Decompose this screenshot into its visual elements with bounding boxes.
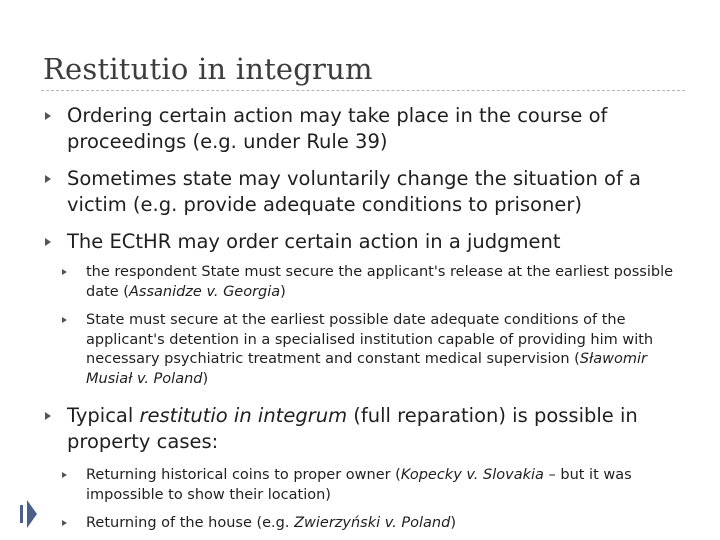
slide-nav-bar[interactable]	[20, 505, 23, 523]
sub-bullet-item	[62, 466, 682, 505]
sub-bullet-arrow-icon	[62, 472, 67, 478]
bullet-item	[45, 166, 655, 218]
bullet-arrow-icon	[45, 112, 51, 120]
bullet-item	[45, 229, 655, 255]
sub-bullet-arrow-icon	[62, 317, 67, 323]
bullet-text: Sometimes state may voluntarily change the situation of a victim (e.g. provide adequate conditions to prisoner)	[67, 167, 641, 216]
title-divider	[41, 90, 685, 91]
case-name: Sławomir Musiał v. Poland	[86, 351, 647, 387]
case-name: Assanidze v. Georgia	[128, 283, 281, 300]
bullet-text: The ECtHR may order certain action in a judgment	[67, 230, 561, 253]
bullet-arrow-icon	[45, 238, 51, 246]
bullet-item	[45, 103, 655, 155]
slide-title: Restitutio in integrum	[43, 52, 373, 86]
next-slide-arrow-icon[interactable]	[27, 500, 37, 528]
case-name: Zwierzyński v. Poland	[294, 515, 451, 531]
sub-bullet-arrow-icon	[62, 269, 67, 275]
sub-bullet-item	[62, 263, 682, 302]
emphasis-term: restitutio in integrum	[139, 404, 348, 427]
bullet-text: Typical restitutio in integrum (full reparation) is possible in property cases:	[67, 404, 638, 453]
bullet-item	[45, 403, 655, 455]
sub-bullet-item	[62, 514, 682, 534]
sub-bullet-text: Returning historical coins to proper owner (Kopecky v. Slovakia – but it was impossible to show their location)	[86, 467, 632, 503]
bullet-text: Ordering certain action may take place in the course of proceedings (e.g. under Rule 39)	[67, 104, 608, 153]
sub-bullet-arrow-icon	[62, 520, 67, 526]
sub-bullet-item	[62, 311, 682, 389]
case-name: Kopecky v. Slovakia	[400, 467, 544, 483]
bullet-arrow-icon	[45, 412, 51, 420]
sub-bullet-text: State must secure at the earliest possible date adequate conditions of the applicant's detention in a specialised institution capable of providing him with necessary psychiatric treatment and constant medical supervision (Sławomir Musiał v. Poland)	[86, 312, 654, 387]
sub-bullet-text: Returning of the house (e.g. Zwierzyński v. Poland)	[86, 515, 456, 531]
bullet-arrow-icon	[45, 175, 51, 183]
sub-bullet-text: the respondent State must secure the applicant's release at the earliest possible date (Assanidze v. Georgia)	[86, 264, 674, 300]
